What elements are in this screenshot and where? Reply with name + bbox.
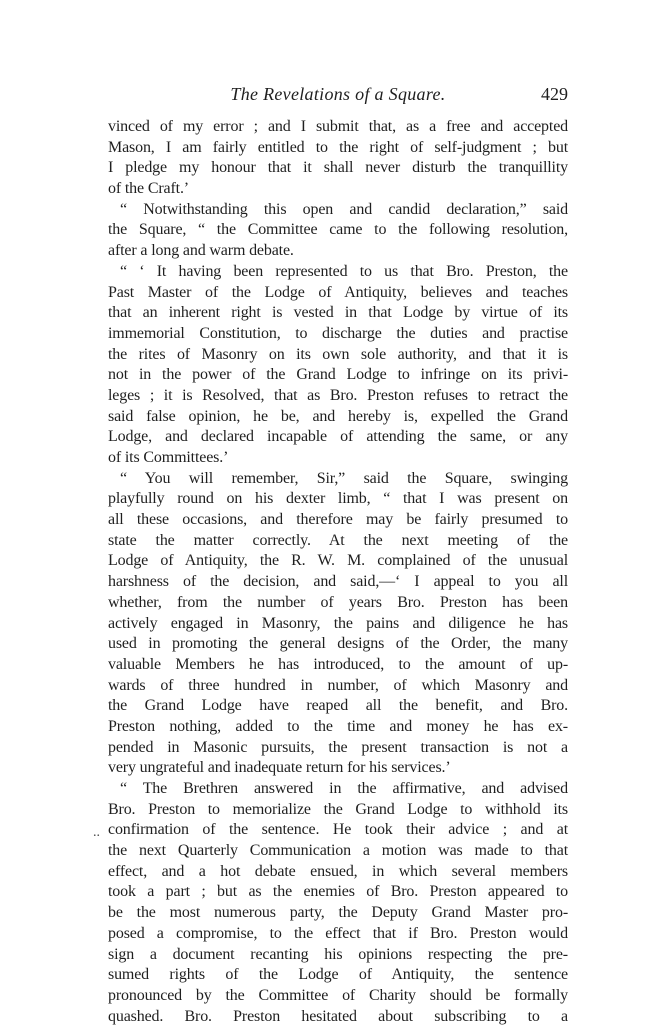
text-line: “ ‘ It having been represented to us that Bro. Preston, the — [120, 262, 568, 280]
text-line: Past Master of the Lodge of Antiquity, believes and teaches — [108, 283, 568, 301]
margin-mark: .. — [93, 825, 100, 840]
text-line: pronounced by the Committee of Charity should be formally — [108, 986, 568, 1004]
page-number: 429 — [541, 84, 568, 104]
text-line: the Grand Lodge have reaped all the benefit, and Bro. — [108, 697, 568, 715]
running-title: The Revelations of a Square. — [230, 84, 446, 104]
text-line: after a long and warm debate. — [108, 242, 294, 260]
text-line: “ The Brethren answered in the affirmative, and advised — [120, 780, 568, 797]
text-line: quashed. Bro. Preston hesitated about subscribing to a — [108, 1007, 568, 1025]
text-line: “ You will remember, Sir,” said the Square, swinging — [120, 469, 568, 487]
text-line: leges ; it is Resolved, that as Bro. Preston refuses to retract the — [108, 386, 568, 404]
text-line: used in promoting the general designs of the Order, the many — [108, 635, 568, 653]
text-line: vinced of my error ; and I submit that, as a free and accepted — [108, 118, 568, 135]
text-line: took a part ; but as the enemies of Bro. Preston appeared to — [108, 883, 568, 901]
text-line: the next Quarterly Communication a motion was made to that — [108, 842, 568, 860]
text-line: be the most numerous party, the Deputy Grand Master pro- — [108, 904, 568, 922]
text-line: “ Notwithstanding this open and candid declaration,” said — [120, 200, 568, 218]
text-line: Lodge of Antiquity, the R. W. M. complained of the unusual — [108, 552, 568, 570]
text-line: playfully round on his dexter limb, “ that I was present on — [108, 490, 568, 508]
text-line: posed a compromise, to the effect that if Bro. Preston would — [108, 924, 568, 942]
text-line: harshness of the decision, and said,—‘ I appeal to you all — [108, 573, 568, 591]
text-line: Lodge, and declared incapable of attending the same, or any — [108, 428, 568, 446]
text-line: Mason, I am fairly entitled to the right of self-judgment ; but — [108, 138, 568, 156]
text-line: immemorial Constitution, to discharge the duties and practise — [108, 324, 568, 342]
text-line: state the matter correctly. At the next meeting of the — [108, 531, 568, 549]
text-line: of its Committees.’ — [108, 449, 229, 466]
text-line: the rites of Masonry on its own sole authority, and that it is — [108, 345, 568, 363]
text-line: whether, from the number of years Bro. Preston has been — [108, 593, 568, 611]
text-line: sumed rights of the Lodge of Antiquity, the sentence — [108, 966, 568, 984]
text-line: I pledge my honour that it shall never disturb the tranquillity — [108, 159, 568, 177]
text-line: valuable Members he has introduced, to the amount of up- — [108, 655, 568, 673]
text-line: pended in Masonic pursuits, the present transaction is not a — [108, 738, 568, 756]
text-line: the Square, “ the Committee came to the following resolution, — [108, 221, 568, 239]
text-line: all these occasions, and therefore may be fairly presumed to — [108, 511, 568, 529]
text-line: effect, and a hot debate ensued, in which several members — [108, 862, 568, 880]
text-line: wards of three hundred in number, of which Masonry and — [108, 676, 568, 694]
running-head — [108, 84, 568, 108]
text-line: said false opinion, he be, and hereby is, expelled the Grand — [108, 407, 568, 425]
text-line: actively engaged in Masonry, the pains and diligence he has — [108, 614, 568, 632]
text-line: confirmation of the sentence. He took their advice ; and at — [108, 821, 568, 839]
text-line: Preston nothing, added to the time and money he has ex- — [108, 717, 568, 735]
text-line: sign a document recanting his opinions respecting the pre- — [108, 945, 568, 963]
text-line: Bro. Preston to memorialize the Grand Lodge to withhold its — [108, 800, 568, 818]
text-line: of the Craft.’ — [108, 180, 189, 198]
text-line: not in the power of the Grand Lodge to infringe on its privi- — [108, 366, 568, 384]
body-text — [108, 117, 568, 1027]
text-line: that an inherent right is vested in that Lodge by virtue of its — [108, 304, 568, 322]
text-line: very ungrateful and inadequate return for his services.’ — [108, 759, 451, 777]
